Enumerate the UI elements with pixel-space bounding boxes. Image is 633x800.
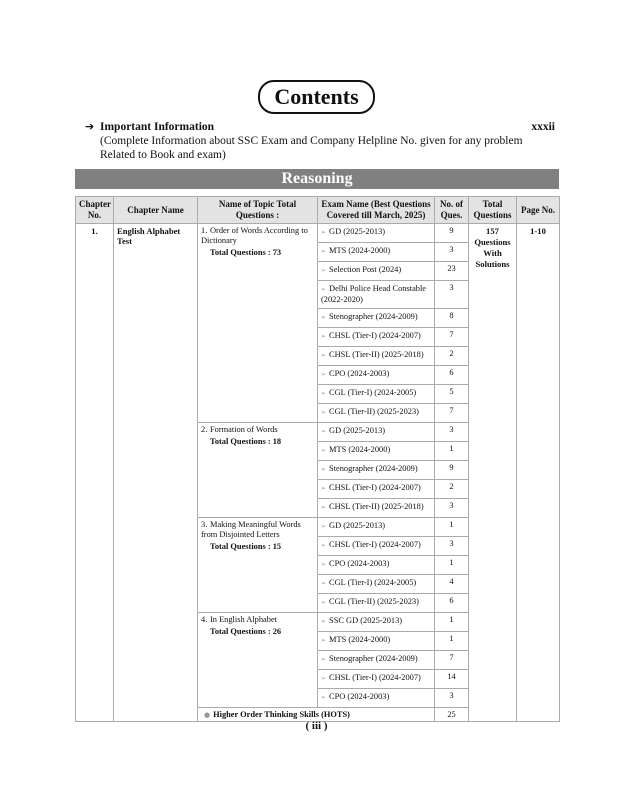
- exam-name: CHSL (Tier-II) (2025-2018): [329, 502, 424, 511]
- exam-name: SSC GD (2025-2013): [329, 616, 403, 625]
- question-count: 3: [435, 243, 469, 262]
- bullet-arrow-icon: ➢: [321, 637, 327, 644]
- question-count: 9: [435, 461, 469, 480]
- exam-name: CGL (Tier-II) (2025-2023): [329, 597, 419, 606]
- exam-cell: [318, 328, 435, 347]
- exam-name: Stenographer (2024-2009): [329, 312, 418, 321]
- header-exam: Exam Name (Best Questions Covered till March, 2025): [318, 197, 435, 224]
- bullet-arrow-icon: ➢: [321, 229, 327, 236]
- page-footer: ( iii ): [305, 720, 328, 732]
- bullet-arrow-icon: ➢: [321, 504, 327, 511]
- exam-cell: [318, 651, 435, 670]
- exam-name: CHSL (Tier-II) (2025-2018): [329, 350, 424, 359]
- chapter-page-number: 1-10: [517, 224, 560, 722]
- question-count: 1: [435, 442, 469, 461]
- question-count: 3: [435, 281, 469, 309]
- exam-name: GD (2025-2013): [329, 426, 386, 435]
- table-header-row: [76, 197, 560, 224]
- chapter-total-questions: 157 Questions With Solutions: [469, 224, 517, 722]
- topic-name: In English Alphabet: [210, 615, 277, 624]
- bullet-arrow-icon: ➢: [321, 580, 327, 587]
- topic-cell: [198, 518, 318, 613]
- topic-name: Order of Words According to Dictionary: [201, 226, 308, 245]
- question-count: 1: [435, 632, 469, 651]
- topic-cell: [198, 224, 318, 423]
- bullet-arrow-icon: ➢: [321, 286, 327, 293]
- exam-cell: [318, 281, 435, 309]
- exam-name: MTS (2024-2000): [329, 635, 391, 644]
- topic-total-questions: Total Questions : 26: [210, 627, 282, 636]
- topic-number: 2.: [201, 425, 208, 434]
- exam-name: Delhi Police Head Constable (2022-2020): [321, 284, 427, 304]
- topic-total-questions: Total Questions : 15: [210, 542, 282, 551]
- page-title: Contents: [258, 80, 374, 114]
- table-row: [76, 224, 560, 243]
- bullet-arrow-icon: ➢: [321, 267, 327, 274]
- bullet-arrow-icon: ➢: [321, 599, 327, 606]
- question-count: 2: [435, 347, 469, 366]
- section-heading: Reasoning: [75, 169, 559, 189]
- info-heading: Important Information: [100, 121, 215, 133]
- question-count: 3: [435, 537, 469, 556]
- exam-cell: [318, 461, 435, 480]
- question-count: 3: [435, 689, 469, 708]
- hots-label: Higher Order Thinking Skills (HOTS): [213, 710, 350, 719]
- exam-cell: [318, 480, 435, 499]
- exam-name: Selection Post (2024): [329, 265, 402, 274]
- exam-cell: [318, 385, 435, 404]
- exam-cell: [318, 404, 435, 423]
- question-count: 5: [435, 385, 469, 404]
- exam-name: GD (2025-2013): [329, 227, 386, 236]
- topic-name: Making Meaningful Words from Disjointed Letters: [201, 520, 301, 539]
- exam-name: Stenographer (2024-2009): [329, 464, 418, 473]
- question-count: 9: [435, 224, 469, 243]
- table-body: [76, 224, 560, 722]
- exam-cell: [318, 537, 435, 556]
- bullet-arrow-icon: ➢: [321, 561, 327, 568]
- exam-cell: [318, 518, 435, 537]
- chapter-number: 1.: [76, 224, 114, 722]
- exam-name: CPO (2024-2003): [329, 559, 390, 568]
- exam-name: MTS (2024-2000): [329, 445, 391, 454]
- question-count: 1: [435, 518, 469, 537]
- bullet-arrow-icon: ➢: [321, 409, 327, 416]
- info-description: (Complete Information about SSC Exam and Company Helpline No. given for any problem Related to Book and exam): [100, 135, 523, 161]
- question-count: 14: [435, 670, 469, 689]
- header-chapter-no: Chapter No.: [76, 197, 114, 224]
- question-count: 6: [435, 366, 469, 385]
- bullet-arrow-icon: ➢: [321, 333, 327, 340]
- question-count: 4: [435, 575, 469, 594]
- question-count: 7: [435, 651, 469, 670]
- question-count: 2: [435, 480, 469, 499]
- exam-cell: [318, 613, 435, 632]
- title-wrap: [0, 80, 633, 114]
- bullet-arrow-icon: ➢: [321, 371, 327, 378]
- topic-cell: [198, 613, 318, 708]
- topic-number: 3.: [201, 520, 208, 529]
- exam-name: MTS (2024-2000): [329, 246, 391, 255]
- bullet-arrow-icon: ➢: [321, 428, 327, 435]
- question-count: 7: [435, 328, 469, 347]
- bullet-arrow-icon: ➢: [321, 675, 327, 682]
- exam-name: CHSL (Tier-I) (2024-2007): [329, 483, 421, 492]
- question-count: 1: [435, 613, 469, 632]
- contents-table: [75, 196, 560, 722]
- exam-cell: [318, 632, 435, 651]
- bullet-arrow-icon: ➢: [321, 523, 327, 530]
- bullet-arrow-icon: ➢: [321, 485, 327, 492]
- hots-question-count: 25: [435, 708, 469, 722]
- exam-cell: [318, 243, 435, 262]
- bullet-arrow-icon: ➢: [321, 390, 327, 397]
- important-information: [85, 120, 555, 162]
- bullet-arrow-icon: ➢: [321, 542, 327, 549]
- bullet-dot-icon: ●: [204, 711, 211, 719]
- exam-cell: [318, 689, 435, 708]
- exam-name: CHSL (Tier-I) (2024-2007): [329, 540, 421, 549]
- header-chapter-name: Chapter Name: [114, 197, 198, 224]
- chapter-name: English Alphabet Test: [114, 224, 198, 722]
- exam-cell: [318, 499, 435, 518]
- exam-cell: [318, 366, 435, 385]
- bullet-arrow-icon: ➢: [321, 314, 327, 321]
- bullet-arrow-icon: ➢: [321, 248, 327, 255]
- bullet-arrow-icon: ➢: [321, 466, 327, 473]
- header-total: Total Questions: [469, 197, 517, 224]
- exam-name: CPO (2024-2003): [329, 692, 390, 701]
- exam-name: CHSL (Tier-I) (2024-2007): [329, 673, 421, 682]
- exam-cell: [318, 262, 435, 281]
- header-no-ques: No. of Ques.: [435, 197, 469, 224]
- exam-cell: [318, 575, 435, 594]
- question-count: 1: [435, 556, 469, 575]
- exam-cell: [318, 347, 435, 366]
- arrow-right-icon: ➔: [85, 120, 95, 133]
- exam-name: CGL (Tier-II) (2025-2023): [329, 407, 419, 416]
- header-page: Page No.: [517, 197, 560, 224]
- exam-cell: [318, 224, 435, 243]
- question-count: 3: [435, 499, 469, 518]
- question-count: 8: [435, 309, 469, 328]
- question-count: 3: [435, 423, 469, 442]
- exam-name: CHSL (Tier-I) (2024-2007): [329, 331, 421, 340]
- exam-cell: [318, 594, 435, 613]
- topic-cell: [198, 423, 318, 518]
- exam-name: CPO (2024-2003): [329, 369, 390, 378]
- topic-total-questions: Total Questions : 18: [210, 437, 282, 446]
- exam-cell: [318, 442, 435, 461]
- exam-name: Stenographer (2024-2009): [329, 654, 418, 663]
- exam-cell: [318, 423, 435, 442]
- topic-total-questions: Total Questions : 73: [210, 248, 282, 257]
- bullet-arrow-icon: ➢: [321, 352, 327, 359]
- question-count: 23: [435, 262, 469, 281]
- bullet-arrow-icon: ➢: [321, 694, 327, 701]
- exam-cell: [318, 670, 435, 689]
- exam-cell: [318, 309, 435, 328]
- exam-name: CGL (Tier-I) (2024-2005): [329, 388, 417, 397]
- question-count: 7: [435, 404, 469, 423]
- topic-number: 1.: [201, 226, 208, 235]
- bullet-arrow-icon: ➢: [321, 447, 327, 454]
- exam-cell: [318, 556, 435, 575]
- topic-name: Formation of Words: [210, 425, 278, 434]
- topic-number: 4.: [201, 615, 208, 624]
- exam-name: CGL (Tier-I) (2024-2005): [329, 578, 417, 587]
- bullet-arrow-icon: ➢: [321, 656, 327, 663]
- info-page-number: xxxii: [531, 121, 555, 133]
- exam-name: GD (2025-2013): [329, 521, 386, 530]
- header-topic: Name of Topic Total Questions :: [198, 197, 318, 224]
- bullet-arrow-icon: ➢: [321, 618, 327, 625]
- question-count: 6: [435, 594, 469, 613]
